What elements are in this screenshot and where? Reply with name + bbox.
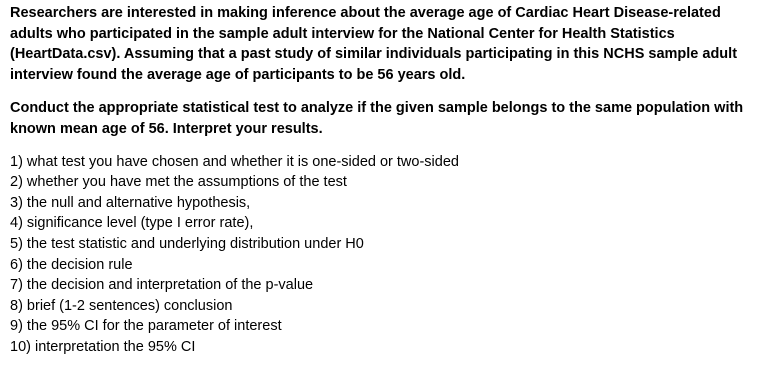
list-item: 3) the null and alternative hypothesis,: [10, 194, 251, 211]
document: [10, 3, 758, 358]
list-item: 10) interpretation the 95% CI: [10, 338, 196, 355]
list-item: 8) brief (1-2 sentences) conclusion: [10, 297, 233, 314]
list-item: 6) the decision rule: [10, 256, 133, 273]
list-item: 9) the 95% CI for the parameter of interest: [10, 318, 282, 335]
list-item: 5) the test statistic and underlying distribution under H0: [10, 235, 364, 252]
task-paragraph: Conduct the appropriate statistical test to analyze if the given sample belongs to the same population with known mean age of 56. Interpret your results.: [10, 100, 744, 137]
intro-paragraph: Researchers are interested in making inference about the average age of Cardiac Heart Disease-related adults who participated in the sample adult interview for the National Center for Health Statistics (HeartData.csv). Assuming that a past study of similar individuals participating in this NCHS sample adult interview found the average age of participants to be 56 years old.: [10, 5, 738, 83]
list-item: 4) significance level (type I error rate),: [10, 215, 254, 232]
list-item: 7) the decision and interpretation of the p-value: [10, 277, 314, 294]
requirements-list: [10, 152, 758, 358]
list-item: 1) what test you have chosen and whether it is one-sided or two-sided: [10, 153, 459, 170]
list-item: 2) whether you have met the assumptions of the test: [10, 174, 347, 191]
